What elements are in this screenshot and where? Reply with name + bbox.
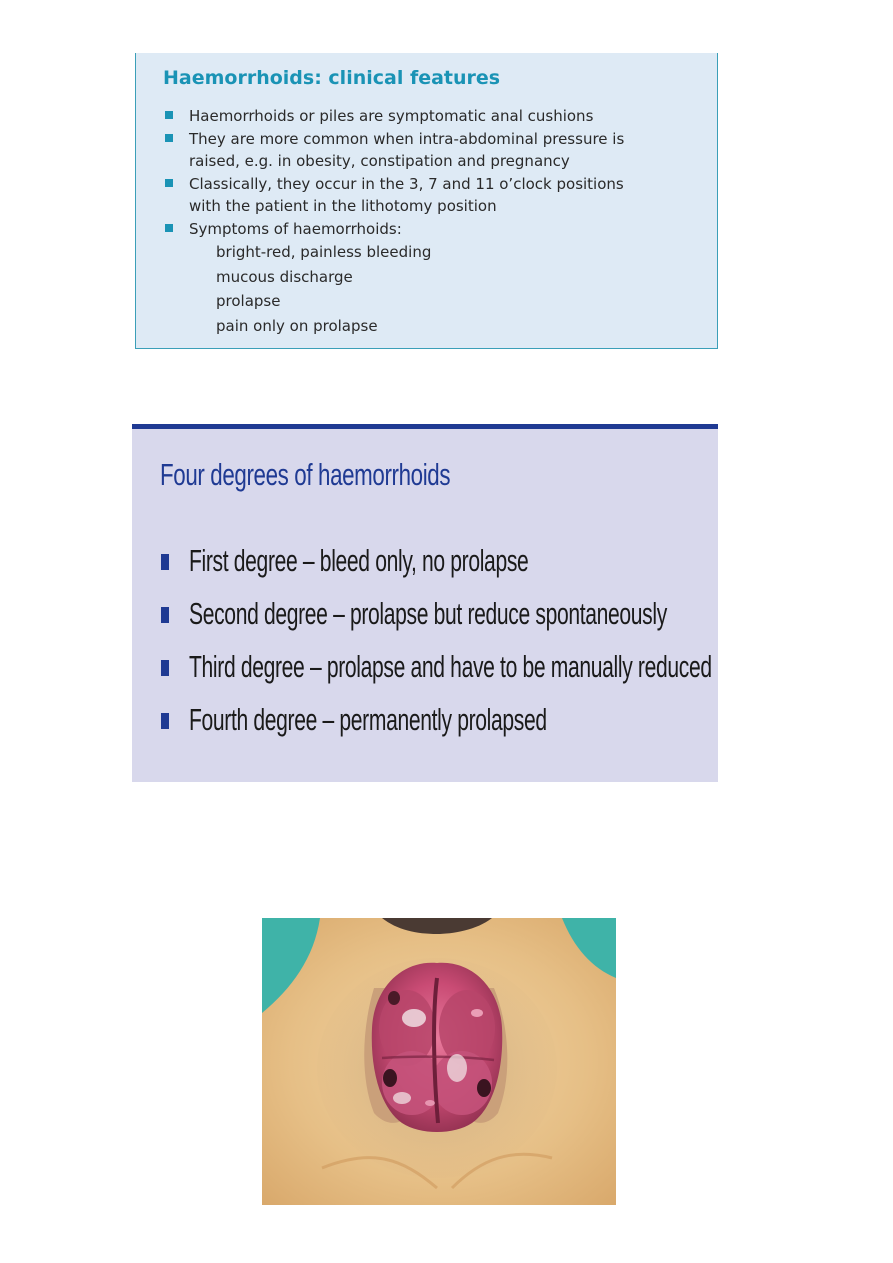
clinical-feature-line: Classically, they occur in the 3, 7 and 11 o’clock positions <box>189 174 624 193</box>
degree-text: Third degree – prolapse and have to be manually reduced <box>189 649 712 684</box>
degree-text: First degree – bleed only, no prolapse <box>189 543 529 578</box>
clinical-photo-illustration <box>262 918 616 1205</box>
clinical-feature-item <box>163 173 708 218</box>
clinical-feature-line: Haemorrhoids or piles are symptomatic anal cushions <box>189 107 594 125</box>
clinical-features-title: Haemorrhoids: clinical features <box>163 67 501 89</box>
clinical-feature-item <box>163 128 708 173</box>
square-bullet-icon <box>165 111 173 119</box>
degree-text: Second degree – prolapse but reduce spontaneously <box>189 596 667 631</box>
clinical-feature-line: Symptoms of haemorrhoids: <box>189 219 402 238</box>
symptom-item: bright-red, painless bleeding <box>216 243 432 261</box>
clinical-feature-item <box>163 105 708 128</box>
square-bullet-icon <box>165 179 173 187</box>
square-bullet-icon <box>165 224 173 232</box>
clinical-feature-line: They are more common when intra-abdominal pressure is <box>189 129 625 148</box>
degrees-title: Four degrees of haemorrhoids <box>160 457 451 492</box>
symptom-list <box>189 240 708 338</box>
degrees-box <box>132 424 718 782</box>
clinical-features-box <box>135 53 718 349</box>
rect-bullet-icon <box>161 660 169 676</box>
clinical-photo <box>262 918 616 1205</box>
symptom-item: mucous discharge <box>216 267 353 286</box>
rect-bullet-icon <box>161 713 169 729</box>
clinical-feature-item <box>163 218 708 339</box>
symptom-item: pain only on prolapse <box>216 316 378 335</box>
clinical-feature-line: with the patient in the lithotomy position <box>189 197 497 215</box>
degree-text: Fourth degree – permanently prolapsed <box>189 702 547 737</box>
symptom-item: prolapse <box>216 292 281 310</box>
rect-bullet-icon <box>161 554 169 570</box>
square-bullet-icon <box>165 134 173 142</box>
rect-bullet-icon <box>161 607 169 623</box>
clinical-feature-line: raised, e.g. in obesity, constipation and pregnancy <box>189 152 570 170</box>
clinical-features-list <box>163 105 708 338</box>
